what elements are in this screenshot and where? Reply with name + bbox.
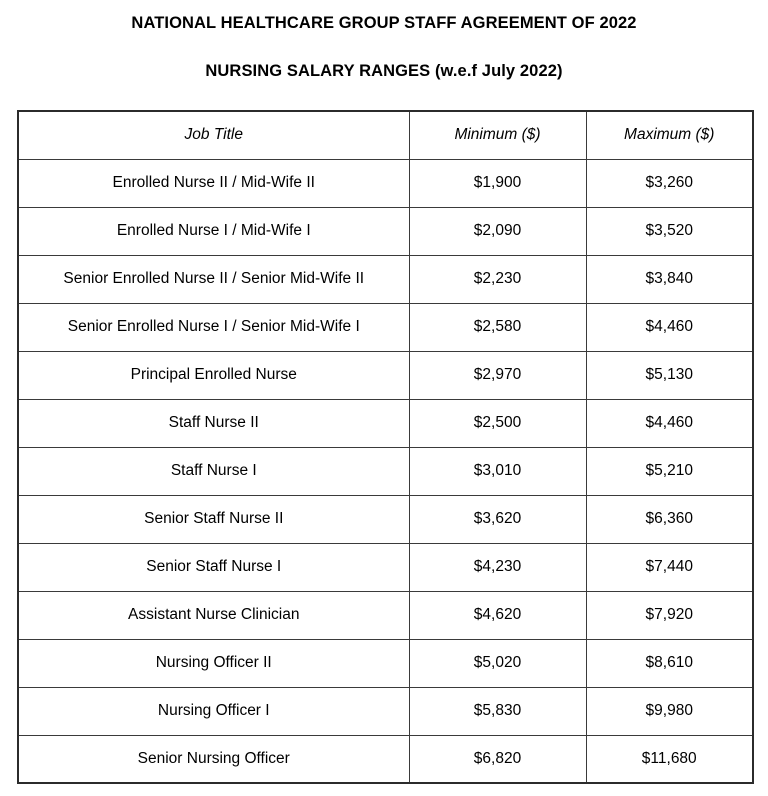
cell-job-title: Senior Enrolled Nurse II / Senior Mid-Wife II — [18, 255, 409, 303]
cell-job-title: Nursing Officer II — [18, 639, 409, 687]
cell-maximum: $8,610 — [586, 639, 753, 687]
cell-job-title: Staff Nurse I — [18, 447, 409, 495]
cell-maximum: $4,460 — [586, 303, 753, 351]
cell-minimum: $4,620 — [409, 591, 586, 639]
cell-minimum: $3,010 — [409, 447, 586, 495]
table-row — [18, 351, 753, 399]
table-row — [18, 255, 753, 303]
table-row — [18, 207, 753, 255]
cell-job-title: Staff Nurse II — [18, 399, 409, 447]
column-header-minimum: Minimum ($) — [409, 111, 586, 159]
cell-job-title: Senior Staff Nurse I — [18, 543, 409, 591]
column-header-job-title: Job Title — [18, 111, 409, 159]
cell-job-title: Senior Staff Nurse II — [18, 495, 409, 543]
cell-job-title: Assistant Nurse Clinician — [18, 591, 409, 639]
cell-job-title: Nursing Officer I — [18, 687, 409, 735]
document-subtitle: NURSING SALARY RANGES (w.e.f July 2022) — [205, 62, 563, 80]
cell-minimum: $5,020 — [409, 639, 586, 687]
cell-maximum: $7,440 — [586, 543, 753, 591]
cell-minimum: $2,500 — [409, 399, 586, 447]
cell-minimum: $2,970 — [409, 351, 586, 399]
cell-minimum: $6,820 — [409, 735, 586, 783]
cell-maximum: $11,680 — [586, 735, 753, 783]
cell-maximum: $7,920 — [586, 591, 753, 639]
cell-job-title: Enrolled Nurse I / Mid-Wife I — [18, 207, 409, 255]
cell-minimum: $2,090 — [409, 207, 586, 255]
cell-job-title: Senior Nursing Officer — [18, 735, 409, 783]
column-header-maximum: Maximum ($) — [586, 111, 753, 159]
table-row — [18, 303, 753, 351]
document-title: NATIONAL HEALTHCARE GROUP STAFF AGREEMENT OF 2022 — [131, 14, 637, 32]
cell-minimum: $5,830 — [409, 687, 586, 735]
table-header-row — [18, 111, 753, 159]
cell-minimum: $2,230 — [409, 255, 586, 303]
table-row — [18, 543, 753, 591]
cell-maximum: $3,260 — [586, 159, 753, 207]
table-row — [18, 687, 753, 735]
cell-job-title: Principal Enrolled Nurse — [18, 351, 409, 399]
table-row — [18, 495, 753, 543]
cell-maximum: $3,520 — [586, 207, 753, 255]
cell-minimum: $1,900 — [409, 159, 586, 207]
cell-maximum: $9,980 — [586, 687, 753, 735]
cell-job-title: Senior Enrolled Nurse I / Senior Mid-Wife I — [18, 303, 409, 351]
table-row — [18, 159, 753, 207]
cell-job-title: Enrolled Nurse II / Mid-Wife II — [18, 159, 409, 207]
table-row — [18, 639, 753, 687]
cell-maximum: $3,840 — [586, 255, 753, 303]
table-body — [18, 159, 753, 783]
cell-minimum: $3,620 — [409, 495, 586, 543]
nursing-salary-table — [17, 110, 754, 784]
cell-minimum: $2,580 — [409, 303, 586, 351]
cell-maximum: $4,460 — [586, 399, 753, 447]
table-row — [18, 447, 753, 495]
table-row — [18, 399, 753, 447]
table-row — [18, 735, 753, 783]
cell-minimum: $4,230 — [409, 543, 586, 591]
cell-maximum: $5,130 — [586, 351, 753, 399]
cell-maximum: $6,360 — [586, 495, 753, 543]
table-header — [18, 111, 753, 159]
table-row — [18, 591, 753, 639]
cell-maximum: $5,210 — [586, 447, 753, 495]
